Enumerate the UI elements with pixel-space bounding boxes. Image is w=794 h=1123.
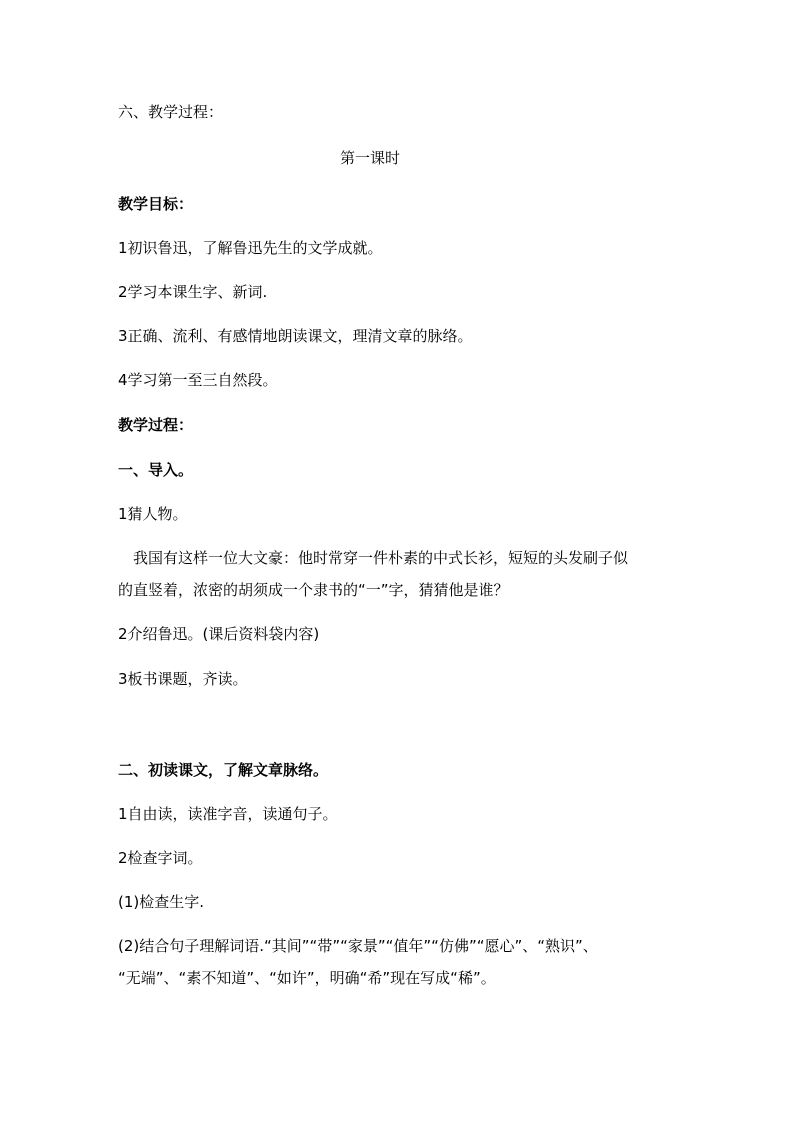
part1-step: 1猜人物。 bbox=[118, 505, 188, 523]
intro-paragraph-line: 的直竖着，浓密的胡须成一个隶书的“一”字，猜猜他是谁？ bbox=[118, 581, 509, 599]
objectives-heading: 教学目标： bbox=[118, 195, 194, 213]
process-heading: 教学过程： bbox=[118, 416, 194, 434]
part2-substep: (2)结合句子理解词语.“其间”“带”“家景”“值年”“仿佛”“愿心”、“熟识”、 bbox=[118, 937, 598, 955]
part2-step: 2检查字词。 bbox=[118, 849, 203, 867]
objective-item: 3正确、流利、有感情地朗读课文，理清文章的脉络。 bbox=[118, 327, 473, 345]
section-heading: 六、教学过程： bbox=[118, 103, 224, 121]
lesson-title: 第一课时 bbox=[339, 149, 400, 167]
objective-item: 4学习第一至三自然段。 bbox=[118, 371, 278, 389]
objective-item: 1初识鲁迅，了解鲁迅先生的文学成就。 bbox=[118, 239, 383, 257]
part1-step: 3板书课题，齐读。 bbox=[118, 670, 248, 688]
part2-heading: 二、初读课文，了解文章脉络。 bbox=[118, 761, 329, 779]
part1-step: 2介绍鲁迅。(课后资料袋内容) bbox=[118, 625, 320, 643]
part2-step: 1自由读，读准字音，读通句子。 bbox=[118, 805, 338, 823]
part1-heading: 一、导入。 bbox=[118, 461, 194, 479]
objective-item: 2学习本课生字、新词. bbox=[118, 283, 268, 301]
part2-substep: “无端”、“素不知道”、“如许”，明确“希”现在写成“稀”。 bbox=[118, 969, 496, 987]
intro-paragraph-line: 我国有这样一位大文豪：他时常穿一件朴素的中式长衫，短短的头发刷子似 bbox=[133, 549, 629, 567]
part2-substep: (1)检查生字. bbox=[118, 893, 205, 911]
